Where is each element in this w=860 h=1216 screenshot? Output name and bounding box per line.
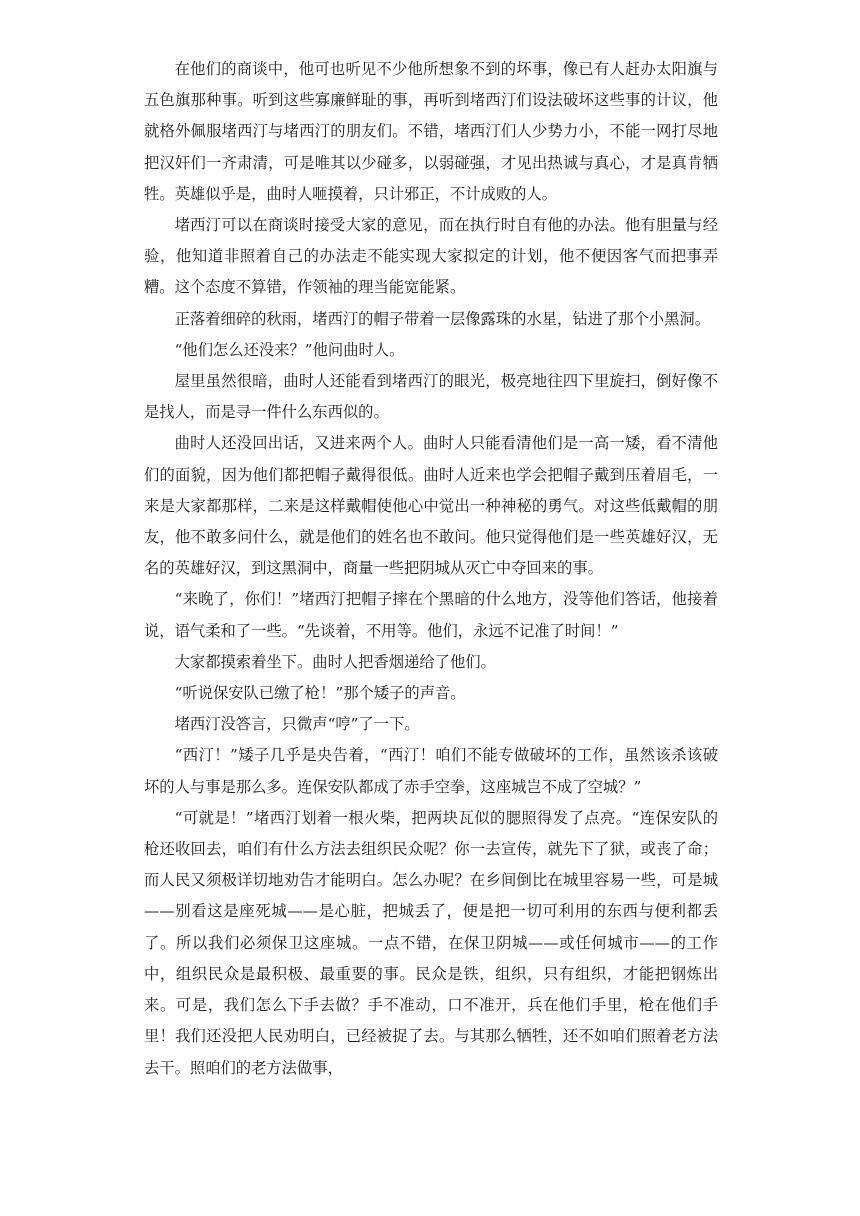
paragraph: “来晚了，你们！”堵西汀把帽子摔在个黑暗的什么地方，没等他们答话，他接着说，语气柔和了一些。“先谈着，不用等。他们，永远不记准了时间！” xyxy=(144,590,718,640)
paragraph: 屋里虽然很暗，曲时人还能看到堵西汀的眼光，极亮地往四下里旋扫，倒好像不是找人，而是寻一件什么东西似的。 xyxy=(144,372,718,422)
paragraph: 曲时人还没回出话，又进来两个人。曲时人只能看清他们是一高一矮，看不清他们的面貌，因为他们都把帽子戴得很低。曲时人近来也学会把帽子戴到压着眉毛，一来是大家都那样，二来是这样戴帽使他心中觉出一种神秘的勇气。对这些低戴帽的朋友，他不敢多问什么，就是他们的姓名也不敢问。他只觉得他们是一些英雄好汉，无名的英雄好汉，到这黑洞中，商量一些把阴城从灭亡中夺回来的事。 xyxy=(144,434,718,578)
paragraph: 在他们的商谈中，他可也听见不少他所想象不到的坏事，像已有人赶办太阳旗与五色旗那种事。听到这些寡廉鲜耻的事，再听到堵西汀们设法破坏这些事的计议，他就格外佩服堵西汀与堵西汀的朋友们。不错，堵西汀们人少势力小，不能一网打尽地把汉奸们一齐肃清，可是唯其以少碰多，以弱碰强，才见出热诚与真心，才是真肯牺牲。英雄似乎是，曲时人咂摸着，只计邪正，不计成败的人。 xyxy=(144,60,718,203)
paragraph: “他们怎么还没来？”他问曲时人。 xyxy=(174,340,405,359)
paragraph: 大家都摸索着坐下。曲时人把香烟递给了他们。 xyxy=(174,652,496,671)
paragraph: “西汀！”矮子几乎是央告着，“西汀！咱们不能专做破坏的工作，虽然该杀该破坏的人与事是那么多。连保安队都成了赤手空拳，这座城岂不成了空城？” xyxy=(144,746,718,796)
document-page xyxy=(144,54,718,1084)
paragraph: 堵西汀没答言，只微声“哼”了一下。 xyxy=(174,715,420,734)
paragraph: “听说保安队已缴了枪！”那个矮子的声音。 xyxy=(174,684,466,703)
paragraph: 堵西汀可以在商谈时接受大家的意见，而在执行时自有他的办法。他有胆量与经验，他知道非照着自己的办法走不能实现大家拟定的计划，他不便因客气而把事弄糟。这个态度不算错，作领袖的理当能宽能紧。 xyxy=(144,216,718,297)
paragraph: 正落着细碎的秋雨，堵西汀的帽子带着一层像露珠的水星，钻进了那个小黑洞。 xyxy=(174,309,710,328)
paragraph: “可就是！”堵西汀划着一根火柴，把两块瓦似的腮照得发了点亮。“连保安队的枪还收回去，咱们有什么方法去组织民众呢？你一去宣传，就先下了狱，或丧了命；而人民又须极详切地劝告才能明白。怎么办呢？在乡间倒比在城里容易一些，可是城——别看这是座死城——是心脏，把城丢了，便是把一切可利用的东西与便利都丢了。所以我们必须保卫这座城。一点不错，在保卫阴城——或任何城市——的工作中，组织民众是最积极、最重要的事。民众是铁，组织，只有组织，才能把钢炼出来。可是，我们怎么下手去做？手不准动，口不准开，兵在他们手里，枪在他们手里！我们还没把人民劝明白，已经被捉了去。与其那么牺牲，还不如咱们照着老方法去干。照咱们的老方法做事， xyxy=(144,808,718,1077)
